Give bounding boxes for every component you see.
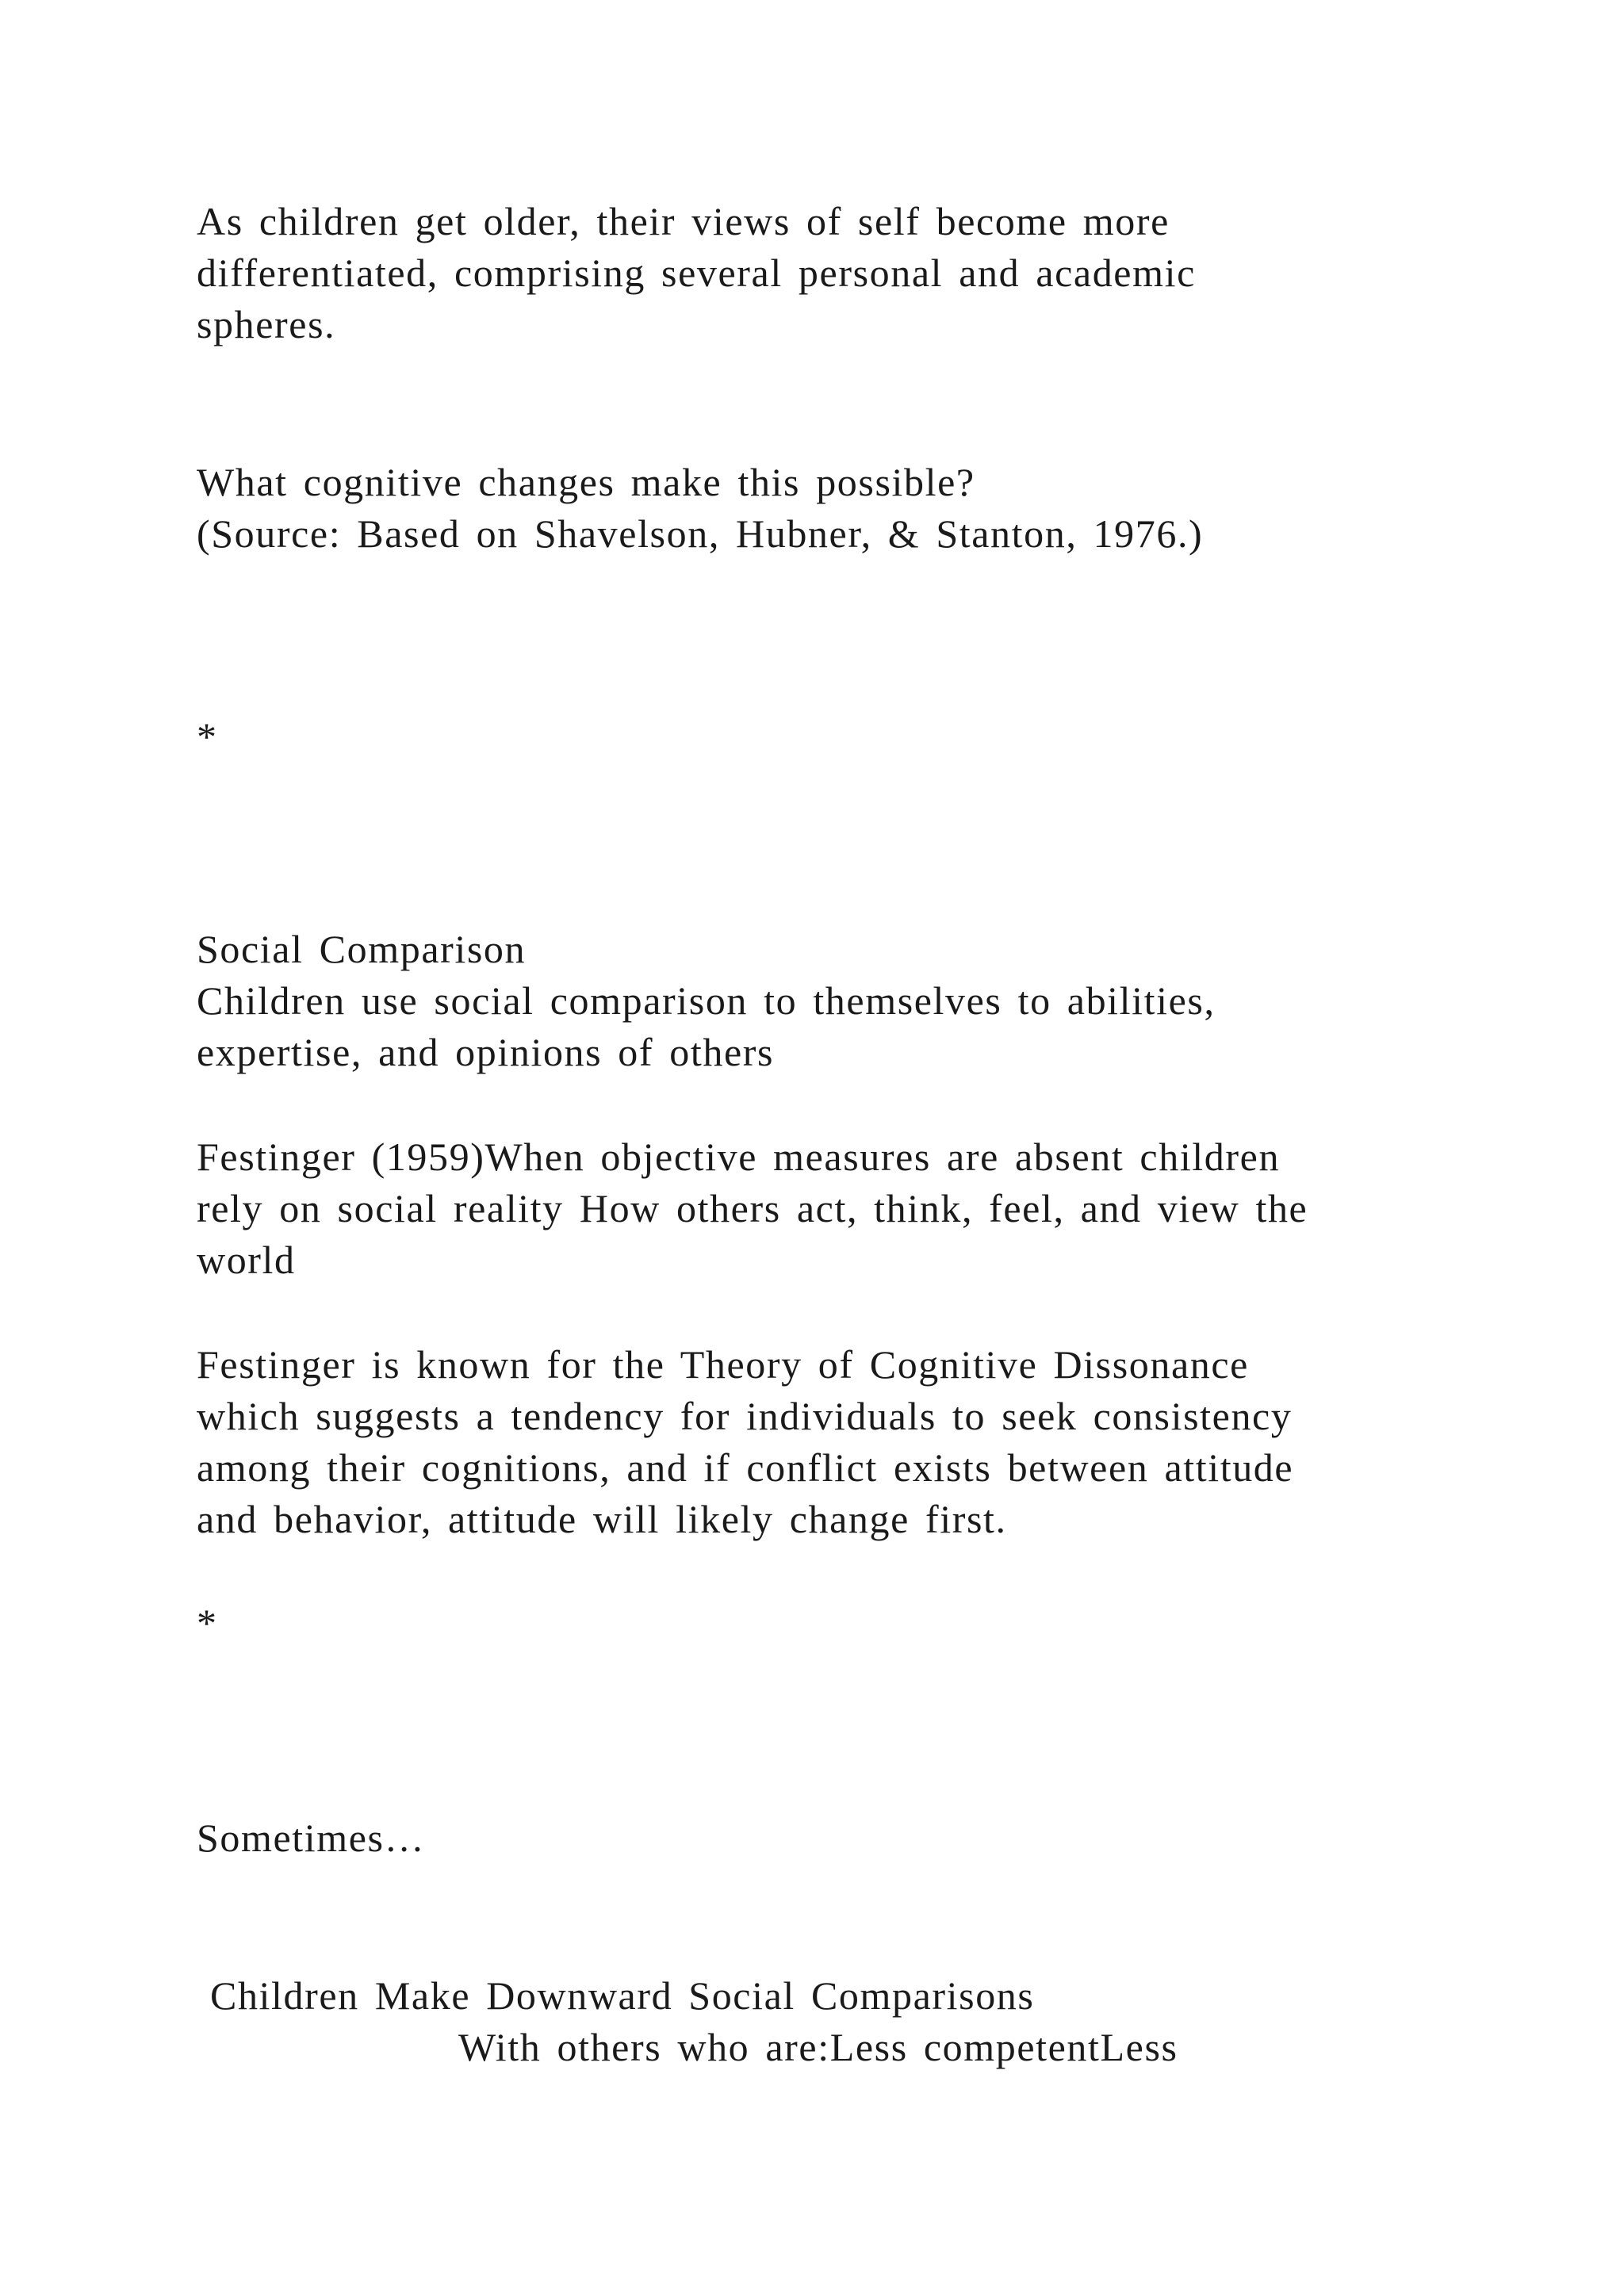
- sometimes-heading: Sometimes…: [197, 1816, 426, 1860]
- social-comparison-line-2: expertise, and opinions of others: [197, 1030, 775, 1074]
- intro-line-2: differentiated, comprising several personal and academic: [197, 251, 1196, 295]
- downward-heading: Children Make Downward Social Comparisons: [210, 1973, 1035, 2018]
- social-comparison-line-1: Children use social comparison to themselves to abilities,: [197, 978, 1216, 1023]
- separator-asterisk: *: [197, 1601, 218, 1645]
- downward-detail-line: With others who are:Less competentLess: [458, 2025, 1178, 2069]
- section-heading: Social Comparison: [197, 927, 527, 971]
- separator-asterisk: *: [197, 714, 218, 759]
- dissonance-line-2: which suggests a tendency for individuals to seek consistency: [197, 1394, 1293, 1438]
- question-line-1: What cognitive changes make this possible?: [197, 460, 975, 504]
- festinger-line-3: world: [197, 1238, 296, 1282]
- dissonance-line-4: and behavior, attitude will likely change first.: [197, 1497, 1007, 1541]
- dissonance-line-3: among their cognitions, and if conflict exists between attitude: [197, 1445, 1294, 1490]
- intro-line-3: spheres.: [197, 302, 336, 346]
- intro-line-1: As children get older, their views of self become more: [197, 199, 1170, 243]
- festinger-line-1: Festinger (1959)When objective measures are absent children: [197, 1135, 1281, 1179]
- dissonance-line-1: Festinger is known for the Theory of Cognitive Dissonance: [197, 1342, 1249, 1387]
- source-citation: (Source: Based on Shavelson, Hubner, & Stanton, 1976.): [197, 511, 1204, 556]
- festinger-line-2: rely on social reality How others act, think, feel, and view the: [197, 1186, 1308, 1230]
